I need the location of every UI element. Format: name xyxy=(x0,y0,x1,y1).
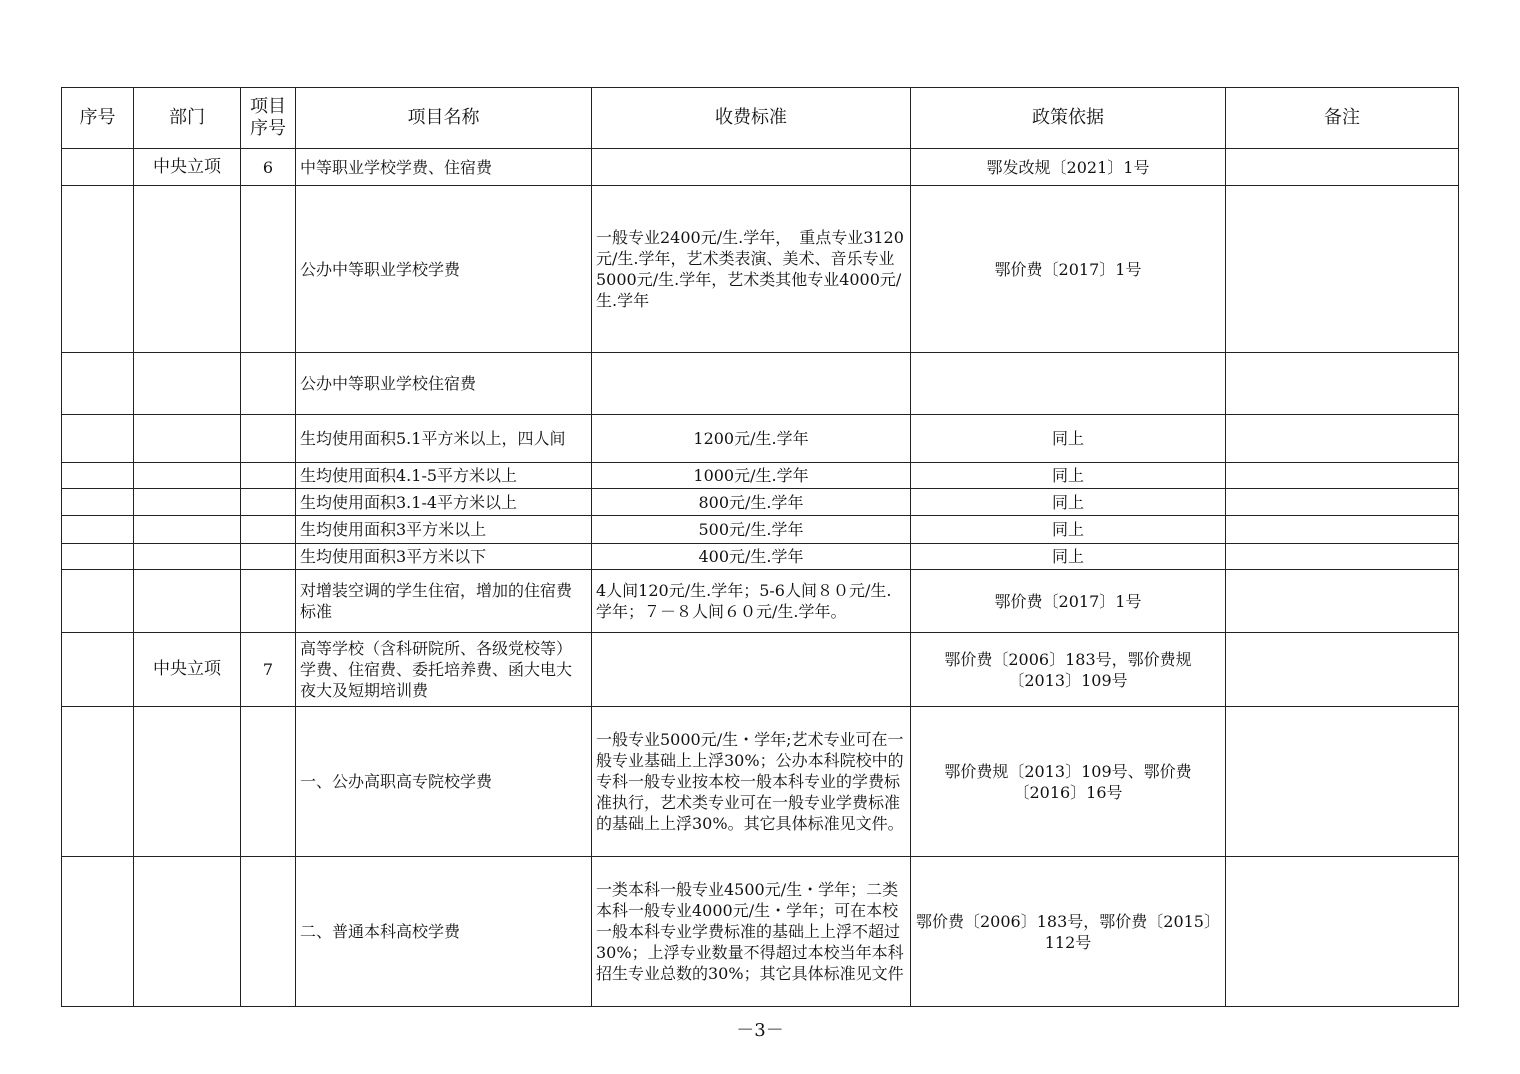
cell-policy-basis: 同上 xyxy=(911,415,1226,463)
cell-seq xyxy=(62,544,134,570)
table-row xyxy=(62,489,1459,516)
cell-item-name: 公办中等职业学校学费 xyxy=(296,186,592,353)
cell-policy-basis: 同上 xyxy=(911,516,1226,544)
cell-seq xyxy=(62,516,134,544)
cell-item-no xyxy=(241,707,296,857)
cell-dept xyxy=(134,857,241,1007)
header-fee-standard: 收费标准 xyxy=(592,88,911,149)
cell-seq xyxy=(62,186,134,353)
cell-dept xyxy=(134,570,241,633)
header-note: 备注 xyxy=(1226,88,1459,149)
table-row xyxy=(62,633,1459,707)
cell-seq xyxy=(62,570,134,633)
table-row xyxy=(62,707,1459,857)
table-header-row xyxy=(62,88,1459,149)
cell-policy-basis: 鄂价费〔2017〕1号 xyxy=(911,186,1226,353)
table-row xyxy=(62,149,1459,186)
cell-policy-basis: 鄂价费〔2006〕183号，鄂价费〔2015〕112号 xyxy=(911,857,1226,1007)
cell-note xyxy=(1226,489,1459,516)
cell-dept xyxy=(134,544,241,570)
cell-dept xyxy=(134,516,241,544)
cell-item-name: 生均使用面积4.1-5平方米以上 xyxy=(296,463,592,489)
cell-fee-standard xyxy=(592,633,911,707)
cell-note xyxy=(1226,149,1459,186)
cell-item-name: 一、公办高职高专院校学费 xyxy=(296,707,592,857)
table-row xyxy=(62,516,1459,544)
cell-fee-standard xyxy=(592,353,911,415)
cell-fee-standard: 1000元/生.学年 xyxy=(592,463,911,489)
cell-fee-standard: 1200元/生.学年 xyxy=(592,415,911,463)
cell-item-no xyxy=(241,544,296,570)
table-row xyxy=(62,570,1459,633)
cell-note xyxy=(1226,463,1459,489)
cell-dept xyxy=(134,489,241,516)
cell-policy-basis xyxy=(911,353,1226,415)
cell-policy-basis: 鄂发改规〔2021〕1号 xyxy=(911,149,1226,186)
cell-note xyxy=(1226,415,1459,463)
cell-fee-standard: 4人间120元/生.学年；5-6人间８０元/生.学年；７－８人间６０元/生.学年。 xyxy=(592,570,911,633)
cell-fee-standard: 800元/生.学年 xyxy=(592,489,911,516)
cell-seq xyxy=(62,415,134,463)
table-row xyxy=(62,186,1459,353)
cell-item-name: 公办中等职业学校住宿费 xyxy=(296,353,592,415)
cell-policy-basis: 同上 xyxy=(911,489,1226,516)
cell-item-no xyxy=(241,353,296,415)
header-dept: 部门 xyxy=(134,88,241,149)
cell-fee-standard: 一般专业2400元/生.学年， 重点专业3120元/生.学年，艺术类表演、美术、音乐专业5000元/生.学年，艺术类其他专业4000元/生.学年 xyxy=(592,186,911,353)
table-row xyxy=(62,463,1459,489)
cell-note xyxy=(1226,516,1459,544)
cell-item-no xyxy=(241,186,296,353)
cell-item-name: 生均使用面积3平方米以下 xyxy=(296,544,592,570)
cell-fee-standard: 一类本科一般专业4500元/生・学年；二类本科一般专业4000元/生・学年；可在本校一般本科专业学费标准的基础上上浮不超过30%；上浮专业数量不得超过本校当年本科招生专业总数的30%；其它具体标准见文件 xyxy=(592,857,911,1007)
cell-note xyxy=(1226,186,1459,353)
cell-fee-standard: 一般专业5000元/生・学年;艺术专业可在一般专业基础上上浮30%；公办本科院校中的专科一般专业按本校一般本科专业的学费标准执行，艺术类专业可在一般专业学费标准的基础上上浮30%。其它具体标准见文件。 xyxy=(592,707,911,857)
header-item-name: 项目名称 xyxy=(296,88,592,149)
cell-item-name: 中等职业学校学费、住宿费 xyxy=(296,149,592,186)
table-row xyxy=(62,353,1459,415)
cell-seq xyxy=(62,149,134,186)
cell-note xyxy=(1226,707,1459,857)
cell-note xyxy=(1226,857,1459,1007)
cell-policy-basis: 鄂价费规〔2013〕109号、鄂价费〔2016〕16号 xyxy=(911,707,1226,857)
cell-dept: 中央立项 xyxy=(134,149,241,186)
cell-item-no xyxy=(241,857,296,1007)
cell-item-no xyxy=(241,516,296,544)
page-number: －3－ xyxy=(736,1020,784,1041)
table-row xyxy=(62,544,1459,570)
cell-fee-standard xyxy=(592,149,911,186)
cell-policy-basis: 鄂价费〔2017〕1号 xyxy=(911,570,1226,633)
cell-note xyxy=(1226,353,1459,415)
cell-item-no: 6 xyxy=(241,149,296,186)
cell-item-name: 生均使用面积3.1-4平方米以上 xyxy=(296,489,592,516)
cell-item-name: 高等学校（含科研院所、各级党校等）学费、住宿费、委托培养费、函大电大夜大及短期培训费 xyxy=(296,633,592,707)
cell-item-no xyxy=(241,570,296,633)
cell-seq xyxy=(62,633,134,707)
cell-dept: 中央立项 xyxy=(134,633,241,707)
header-policy-basis: 政策依据 xyxy=(911,88,1226,149)
cell-policy-basis: 同上 xyxy=(911,463,1226,489)
cell-dept xyxy=(134,707,241,857)
cell-dept xyxy=(134,186,241,353)
cell-item-name: 生均使用面积5.1平方米以上，四人间 xyxy=(296,415,592,463)
cell-fee-standard: 400元/生.学年 xyxy=(592,544,911,570)
cell-dept xyxy=(134,415,241,463)
cell-policy-basis: 鄂价费〔2006〕183号，鄂价费规〔2013〕109号 xyxy=(911,633,1226,707)
cell-item-name: 二、普通本科高校学费 xyxy=(296,857,592,1007)
cell-dept xyxy=(134,463,241,489)
cell-item-no xyxy=(241,415,296,463)
cell-seq xyxy=(62,489,134,516)
cell-item-name: 生均使用面积3平方米以上 xyxy=(296,516,592,544)
cell-seq xyxy=(62,463,134,489)
cell-seq xyxy=(62,707,134,857)
header-item-no: 项目 序号 xyxy=(241,88,296,149)
cell-item-name: 对增装空调的学生住宿，增加的住宿费标准 xyxy=(296,570,592,633)
cell-item-no xyxy=(241,463,296,489)
table-row xyxy=(62,415,1459,463)
cell-seq xyxy=(62,857,134,1007)
cell-note xyxy=(1226,633,1459,707)
cell-dept xyxy=(134,353,241,415)
cell-note xyxy=(1226,544,1459,570)
cell-policy-basis: 同上 xyxy=(911,544,1226,570)
header-seq: 序号 xyxy=(62,88,134,149)
cell-item-no xyxy=(241,489,296,516)
cell-seq xyxy=(62,353,134,415)
cell-note xyxy=(1226,570,1459,633)
fee-table xyxy=(61,87,1459,1007)
table-row xyxy=(62,857,1459,1007)
cell-item-no: 7 xyxy=(241,633,296,707)
cell-fee-standard: 500元/生.学年 xyxy=(592,516,911,544)
